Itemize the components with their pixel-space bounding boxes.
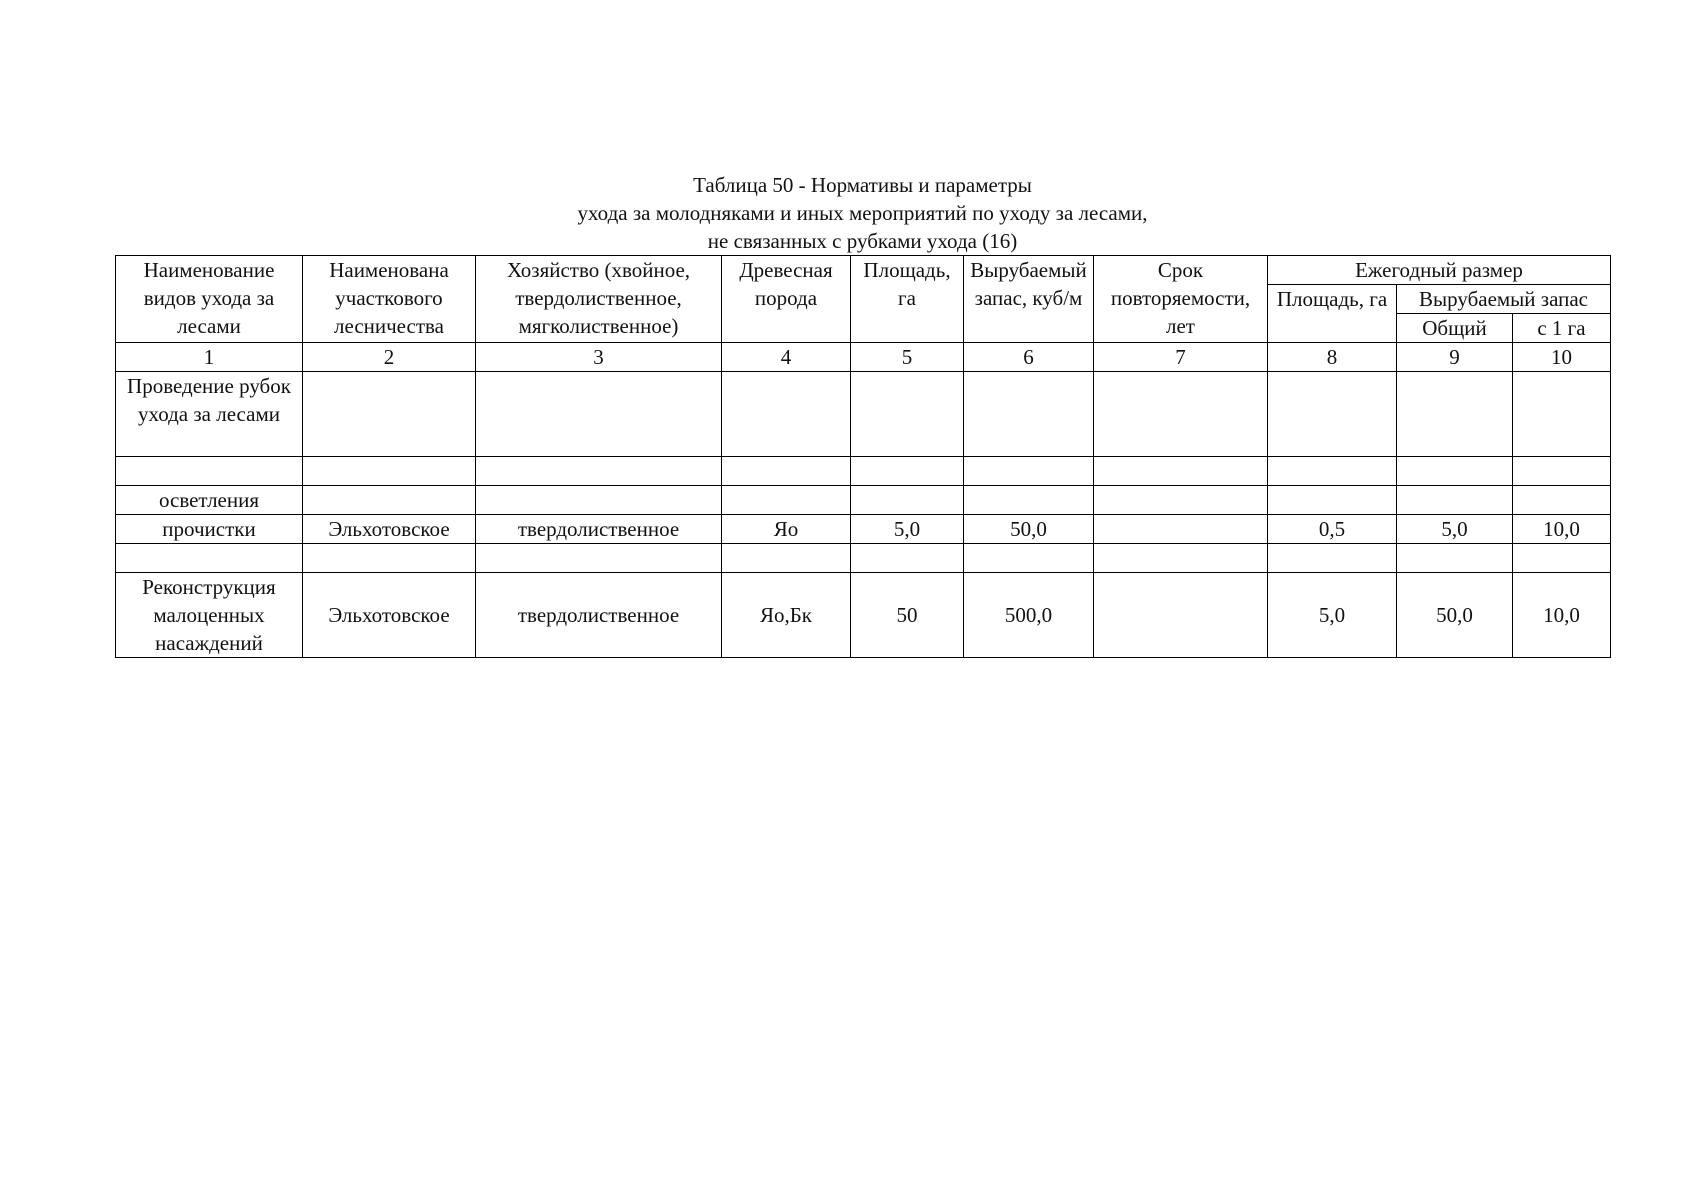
table-cell [851, 372, 964, 457]
table-cell [1094, 486, 1268, 515]
table-cell [1397, 372, 1513, 457]
table-cell: твердолиственное [476, 515, 722, 544]
table-cell [476, 486, 722, 515]
table-cell: 500,0 [964, 573, 1094, 658]
table-cell [303, 486, 476, 515]
column-number: 6 [964, 343, 1094, 372]
table-cell [1094, 544, 1268, 573]
table-cell [1513, 544, 1611, 573]
header-cell: Вырубаемый запас, куб/м [964, 256, 1094, 343]
table-cell [1397, 486, 1513, 515]
table-cell [1094, 457, 1268, 486]
table-cell: 0,5 [1268, 515, 1397, 544]
table-row [116, 515, 1611, 544]
table-cell: твердолиственное [476, 573, 722, 658]
table-row [116, 573, 1611, 658]
table-cell [964, 486, 1094, 515]
header-cell: Древесная порода [722, 256, 851, 343]
table-cell [1094, 515, 1268, 544]
table-caption [115, 171, 1610, 255]
table-cell [964, 544, 1094, 573]
header-cell: Наименование видов ухода за лесами [116, 256, 303, 343]
table-cell [303, 372, 476, 457]
table-cell: Реконструкция малоценных насаждений [116, 573, 303, 658]
table-cell: 50 [851, 573, 964, 658]
table-row [116, 457, 1611, 486]
table-cell: 50,0 [964, 515, 1094, 544]
table-cell [476, 457, 722, 486]
table-cell [1397, 544, 1513, 573]
table-row [116, 544, 1611, 573]
column-number: 1 [116, 343, 303, 372]
table-cell: Яо [722, 515, 851, 544]
table-row [116, 486, 1611, 515]
table-cell: Эльхотовское [303, 573, 476, 658]
table-cell [1513, 457, 1611, 486]
header-cell: Хозяйство (хвойное, твердолиственное, мягколиственное) [476, 256, 722, 343]
table-cell: прочистки [116, 515, 303, 544]
column-number: 3 [476, 343, 722, 372]
table-cell [116, 457, 303, 486]
caption-line-1: Таблица 50 - Нормативы и параметры [693, 173, 1032, 197]
table-cell: 5,0 [1397, 515, 1513, 544]
column-number-row [116, 343, 1611, 372]
table-row [116, 372, 1611, 457]
table-cell: 5,0 [1268, 573, 1397, 658]
column-number: 5 [851, 343, 964, 372]
table-cell [1513, 486, 1611, 515]
table-cell [722, 457, 851, 486]
table-cell: 50,0 [1397, 573, 1513, 658]
table-cell: Эльхотовское [303, 515, 476, 544]
table-cell [722, 372, 851, 457]
table-cell: осветления [116, 486, 303, 515]
column-number: 8 [1268, 343, 1397, 372]
table-cell [476, 544, 722, 573]
column-number: 9 [1397, 343, 1513, 372]
table-cell [116, 544, 303, 573]
header-cell-annual-stock: Вырубаемый запас [1397, 285, 1611, 314]
table-cell [1268, 372, 1397, 457]
table-cell: 5,0 [851, 515, 964, 544]
column-number: 4 [722, 343, 851, 372]
table-cell [851, 544, 964, 573]
column-number: 10 [1513, 343, 1611, 372]
table-cell: Яо,Бк [722, 573, 851, 658]
table-cell [1094, 372, 1268, 457]
table-cell: Проведение рубок ухода за лесами [116, 372, 303, 457]
table-cell [1094, 573, 1268, 658]
header-cell-annual-area: Площадь, га [1268, 285, 1397, 343]
caption-line-2: ухода за молодняками и иных мероприятий по уходу за лесами, [577, 201, 1148, 225]
table-cell [303, 457, 476, 486]
header-cell-stock-total: Общий [1397, 314, 1513, 343]
table-cell [964, 457, 1094, 486]
table-cell [851, 457, 964, 486]
norms-table [115, 255, 1611, 658]
table-cell [1268, 486, 1397, 515]
table-cell [1268, 457, 1397, 486]
header-cell: Площадь, га [851, 256, 964, 343]
header-cell: Наименована участкового лесничества [303, 256, 476, 343]
column-number: 7 [1094, 343, 1268, 372]
table-cell [476, 372, 722, 457]
caption-line-3: не связанных с рубками ухода (16) [707, 229, 1018, 253]
table-cell [722, 486, 851, 515]
table-cell [964, 372, 1094, 457]
header-cell-annual: Ежегодный размер [1268, 256, 1611, 285]
table-cell [1513, 372, 1611, 457]
table-cell [851, 486, 964, 515]
header-row-1 [116, 256, 1611, 285]
table-cell [722, 544, 851, 573]
table-cell [303, 544, 476, 573]
column-number: 2 [303, 343, 476, 372]
table-cell [1268, 544, 1397, 573]
table-cell [1397, 457, 1513, 486]
header-cell: Срок повторяемости, лет [1094, 256, 1268, 343]
table-cell: 10,0 [1513, 515, 1611, 544]
table-cell: 10,0 [1513, 573, 1611, 658]
header-cell-stock-per-ha: с 1 га [1513, 314, 1611, 343]
